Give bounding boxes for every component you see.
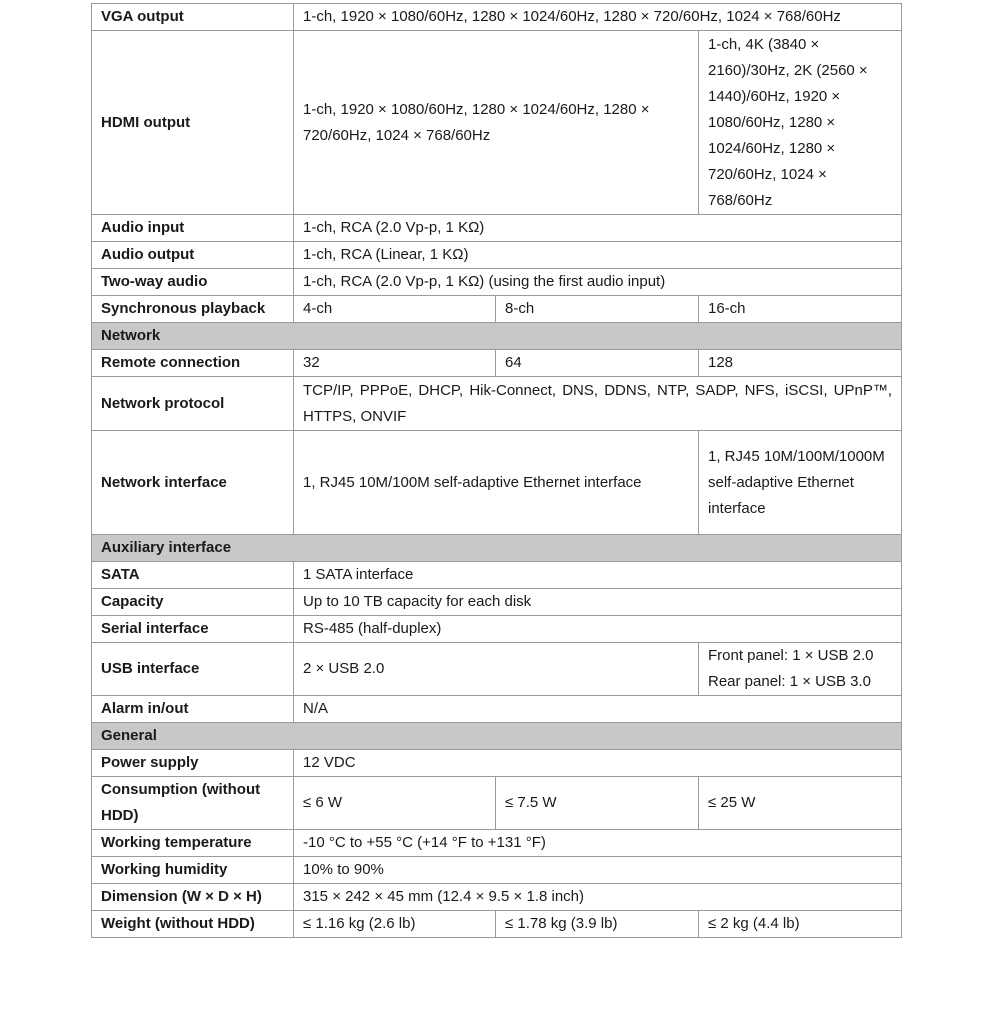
row-label: Synchronous playback xyxy=(92,296,294,323)
row-label: SATA xyxy=(92,562,294,589)
row-value: 1-ch, 4K (3840 × 2160)/30Hz, 2K (2560 × 1440)/60Hz, 1920 × 1080/60Hz, 1280 × 1024/60Hz, 1280 × 720/60Hz, 1024 × 768/60Hz xyxy=(699,31,902,215)
table-row xyxy=(92,643,902,696)
row-value: ≤ 6 W xyxy=(294,777,496,830)
table-row xyxy=(92,750,902,777)
row-label: Capacity xyxy=(92,589,294,616)
row-value: ≤ 25 W xyxy=(699,777,902,830)
table-row xyxy=(92,562,902,589)
row-value: ≤ 2 kg (4.4 lb) xyxy=(699,911,902,938)
row-value: ≤ 1.78 kg (3.9 lb) xyxy=(496,911,699,938)
row-value: 1, RJ45 10M/100M/1000M self-adaptive Ethernet interface xyxy=(699,431,902,535)
section-header-row xyxy=(92,535,902,562)
row-value: TCP/IP, PPPoE, DHCP, Hik-Connect, DNS, DDNS, NTP, SADP, NFS, iSCSI, UPnP™, HTTPS, ONVIF xyxy=(294,377,902,431)
row-value: 1, RJ45 10M/100M self-adaptive Ethernet interface xyxy=(294,431,699,535)
row-value: 4-ch xyxy=(294,296,496,323)
row-value: 32 xyxy=(294,350,496,377)
row-label: Network interface xyxy=(92,431,294,535)
table-row xyxy=(92,884,902,911)
row-value: Up to 10 TB capacity for each disk xyxy=(294,589,902,616)
row-label: Working humidity xyxy=(92,857,294,884)
row-label: Network protocol xyxy=(92,377,294,431)
table-row xyxy=(92,269,902,296)
section-title: Auxiliary interface xyxy=(92,535,902,562)
row-label: USB interface xyxy=(92,643,294,696)
row-value: 10% to 90% xyxy=(294,857,902,884)
row-value: 2 × USB 2.0 xyxy=(294,643,699,696)
row-label: Weight (without HDD) xyxy=(92,911,294,938)
table-row xyxy=(92,777,902,830)
row-value xyxy=(699,643,902,696)
row-value: RS-485 (half-duplex) xyxy=(294,616,902,643)
row-label: HDMI output xyxy=(92,31,294,215)
table-row xyxy=(92,31,902,215)
row-label: Power supply xyxy=(92,750,294,777)
row-label: Working temperature xyxy=(92,830,294,857)
table-row xyxy=(92,431,902,535)
table-row xyxy=(92,377,902,431)
row-label: Serial interface xyxy=(92,616,294,643)
table-row xyxy=(92,350,902,377)
row-value: 16-ch xyxy=(699,296,902,323)
section-header-row xyxy=(92,323,902,350)
row-value: 1-ch, RCA (2.0 Vp-p, 1 KΩ) (using the first audio input) xyxy=(294,269,902,296)
row-value: 128 xyxy=(699,350,902,377)
row-label: Consumption (without HDD) xyxy=(92,777,294,830)
table-row xyxy=(92,4,902,31)
table-row xyxy=(92,215,902,242)
row-value: ≤ 7.5 W xyxy=(496,777,699,830)
table-row xyxy=(92,242,902,269)
row-value: 1-ch, RCA (Linear, 1 KΩ) xyxy=(294,242,902,269)
row-value: ≤ 1.16 kg (2.6 lb) xyxy=(294,911,496,938)
row-value: 12 VDC xyxy=(294,750,902,777)
table-row xyxy=(92,830,902,857)
row-label: Audio output xyxy=(92,242,294,269)
row-value: 8-ch xyxy=(496,296,699,323)
row-label: Remote connection xyxy=(92,350,294,377)
row-label: Alarm in/out xyxy=(92,696,294,723)
row-label: VGA output xyxy=(92,4,294,31)
section-header-row xyxy=(92,723,902,750)
row-value: 1-ch, 1920 × 1080/60Hz, 1280 × 1024/60Hz, 1280 × 720/60Hz, 1024 × 768/60Hz xyxy=(294,4,902,31)
table-row xyxy=(92,696,902,723)
table-row xyxy=(92,857,902,884)
table-row xyxy=(92,296,902,323)
usb-rear-panel: Rear panel: 1 × USB 3.0 xyxy=(708,673,872,690)
row-label: Two-way audio xyxy=(92,269,294,296)
usb-front-panel: Front panel: 1 × USB 2.0 xyxy=(708,647,874,664)
spec-table xyxy=(91,3,902,938)
row-label: Audio input xyxy=(92,215,294,242)
section-title: Network xyxy=(92,323,902,350)
row-value: 1-ch, RCA (2.0 Vp-p, 1 KΩ) xyxy=(294,215,902,242)
row-value: 64 xyxy=(496,350,699,377)
row-value: N/A xyxy=(294,696,902,723)
row-value: -10 °C to +55 °C (+14 °F to +131 °F) xyxy=(294,830,902,857)
row-value: 1-ch, 1920 × 1080/60Hz, 1280 × 1024/60Hz, 1280 × 720/60Hz, 1024 × 768/60Hz xyxy=(294,31,699,215)
row-value: 1 SATA interface xyxy=(294,562,902,589)
row-value: 315 × 242 × 45 mm (12.4 × 9.5 × 1.8 inch) xyxy=(294,884,902,911)
row-label: Dimension (W × D × H) xyxy=(92,884,294,911)
table-row xyxy=(92,911,902,938)
table-row xyxy=(92,589,902,616)
table-row xyxy=(92,616,902,643)
section-title: General xyxy=(92,723,902,750)
